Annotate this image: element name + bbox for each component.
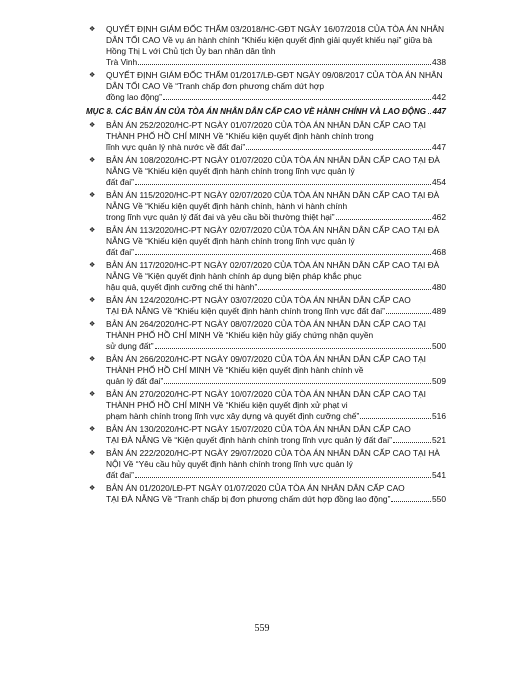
toc-entry[interactable] <box>88 70 446 103</box>
leader-dots <box>155 347 432 349</box>
entry-text: BẢN ÁN 130/2020/HC-PT NGÀY 15/07/2020 CỦA TÒA ÁN NHÂN DÂN CẤP CAO <box>106 424 411 434</box>
entry-page-number: 516 <box>432 411 446 421</box>
entry-text: BẢN ÁN 113/2020/HC-PT NGÀY 02/07/2020 CỦA TÒA ÁN NHÂN DÂN CẤP CAO TẠI ĐÀ NẴNG Về “Khiếu kiện quyết định hành chính trong lĩnh vực quản lý <box>106 225 440 246</box>
diamond-bullet-icon: ❖ <box>89 262 96 269</box>
section-heading[interactable] <box>86 106 446 117</box>
entry-last-line <box>106 177 446 188</box>
entry-text-end: TẠI ĐÀ NẴNG Về “Khiếu kiện quyết định hành chính trong lĩnh vực đất đai” <box>106 306 385 316</box>
diamond-bullet-icon: ❖ <box>89 485 96 492</box>
entry-text-end: hậu quả, quyết định cưỡng chế thi hành” <box>106 282 258 292</box>
entry-last-line <box>106 142 446 153</box>
section-page: 447 <box>432 107 446 116</box>
entry-text-end: sử dụng đất” <box>106 341 154 351</box>
toc-entry[interactable] <box>88 448 446 481</box>
leader-dots <box>428 112 431 114</box>
entry-page-number: 447 <box>432 142 446 152</box>
entry-last-line <box>106 282 446 293</box>
entry-text-end: đất đai” <box>106 247 134 257</box>
leader-dots <box>336 218 431 220</box>
entry-page-number: 509 <box>432 376 446 386</box>
entry-text-end: phạm hành chính trong lĩnh vực xây dựng và quyết định cưỡng chế” <box>106 411 360 421</box>
toc-entry[interactable] <box>88 24 446 68</box>
diamond-bullet-icon: ❖ <box>89 356 96 363</box>
section-title: MỤC 8. CÁC BẢN ÁN CỦA TÒA ÁN NHÂN DÂN CẤP CAO VỀ HÀNH CHÍNH VÀ LAO ĐỘNG <box>86 107 426 116</box>
entry-page-number: 489 <box>432 306 446 316</box>
diamond-bullet-icon: ❖ <box>89 192 96 199</box>
toc-entry[interactable] <box>88 389 446 422</box>
entry-last-line <box>106 376 446 387</box>
entry-text-end: đất đai” <box>106 470 134 480</box>
entry-last-line <box>106 212 446 223</box>
leader-dots <box>135 183 431 185</box>
entry-text: BẢN ÁN 266/2020/HC-PT NGÀY 09/07/2020 CỦA TÒA ÁN NHÂN DÂN CẤP CAO TẠI THÀNH PHỐ HỒ CHÍ MINH Về “Khiếu kiện quyết định hành chính về <box>106 354 426 375</box>
entry-page-number: 468 <box>432 247 446 257</box>
entry-text: BẢN ÁN 124/2020/HC-PT NGÀY 03/07/2020 CỦA TÒA ÁN NHÂN DÂN CẤP CAO <box>106 295 411 305</box>
diamond-bullet-icon: ❖ <box>89 426 96 433</box>
entry-text: BẢN ÁN 108/2020/HC-PT NGÀY 01/07/2020 CỦA TÒA ÁN NHÂN DÂN CẤP CAO TẠI ĐÀ NẴNG Về “Khiếu kiện quyết định hành chính trong lĩnh vực quản lý <box>106 155 440 176</box>
entry-last-line <box>106 92 446 103</box>
diamond-bullet-icon: ❖ <box>89 297 96 304</box>
entry-text-end: lĩnh vực quản lý nhà nước về đất đai” <box>106 142 246 152</box>
entry-text-end: đất đai” <box>106 177 134 187</box>
table-of-contents <box>88 24 446 507</box>
page-number: 559 <box>254 623 270 634</box>
diamond-bullet-icon: ❖ <box>89 391 96 398</box>
leader-dots <box>135 253 431 255</box>
entry-page-number: 442 <box>432 92 446 102</box>
entry-text-end: trong lĩnh vực quản lý đất đai và yêu cầu bồi thường thiệt hại” <box>106 212 335 222</box>
toc-entry[interactable] <box>88 354 446 387</box>
entry-last-line <box>106 494 446 505</box>
entry-last-line <box>106 470 446 481</box>
leader-dots <box>135 476 431 478</box>
leader-dots <box>246 148 431 150</box>
toc-entry[interactable] <box>88 424 446 446</box>
leader-dots <box>393 441 431 443</box>
entry-page-number: 438 <box>432 57 446 67</box>
entry-text: BẢN ÁN 264/2020/HC-PT NGÀY 08/07/2020 CỦA TÒA ÁN NHÂN DÂN CẤP CAO TẠI THÀNH PHỐ HỒ CHÍ MINH Về “Khiếu kiện hủy giấy chứng nhận quyền <box>106 319 426 340</box>
entry-text: BẢN ÁN 270/2020/HC-PT NGÀY 10/07/2020 CỦA TÒA ÁN NHÂN DÂN CẤP CAO TẠI THÀNH PHỐ HỒ CHÍ MINH Về “Khiếu kiện quyết định xử phạt vi <box>106 389 426 410</box>
leader-dots <box>163 98 431 100</box>
toc-entry[interactable] <box>88 155 446 188</box>
toc-entry[interactable] <box>88 295 446 317</box>
entry-text: QUYẾT ĐỊNH GIÁM ĐỐC THẨM 01/2017/LĐ-GĐT NGÀY 09/08/2017 CỦA TÒA ÁN NHÂN DÂN TỐI CAO Về “Tranh chấp đơn phương chấm dứt hợp <box>106 70 443 91</box>
toc-entry[interactable] <box>88 190 446 223</box>
leader-dots <box>386 312 431 314</box>
entry-page-number: 462 <box>432 212 446 222</box>
entry-text-end: Trà Vinh <box>106 57 138 67</box>
leader-dots <box>391 500 431 502</box>
entry-text: BẢN ÁN 222/2020/HC-PT NGÀY 29/07/2020 CỦA TÒA ÁN NHÂN DÂN CẤP CAO TẠI HÀ NỘI Về “Yêu cầu hủy quyết định hành chính trong lĩnh vực quản lý <box>106 448 440 469</box>
entry-last-line <box>106 306 446 317</box>
leader-dots <box>138 63 431 65</box>
entry-last-line <box>106 411 446 422</box>
entry-page-number: 541 <box>432 470 446 480</box>
diamond-bullet-icon: ❖ <box>89 227 96 234</box>
diamond-bullet-icon: ❖ <box>89 72 96 79</box>
entry-page-number: 550 <box>432 494 446 504</box>
entry-text-end: TẠI ĐÀ NẴNG Về “Tranh chấp bị đơn phương chấm dứt hợp đồng lao động” <box>106 494 391 504</box>
entry-text-end: quản lý đất đai” <box>106 376 164 386</box>
toc-entry[interactable] <box>88 225 446 258</box>
diamond-bullet-icon: ❖ <box>89 450 96 457</box>
leader-dots <box>258 288 431 290</box>
entry-text: BẢN ÁN 252/2020/HC-PT NGÀY 01/07/2020 CỦA TÒA ÁN NHÂN DÂN CẤP CAO TẠI THÀNH PHỐ HỒ CHÍ MINH Về “Khiếu kiện quyết định hành chính trong <box>106 120 426 141</box>
toc-entry[interactable] <box>88 319 446 352</box>
entry-text: BẢN ÁN 01/2020/LĐ-PT NGÀY 01/07/2020 CỦA TÒA ÁN NHÂN DÂN CẤP CAO <box>106 483 405 493</box>
toc-entry[interactable] <box>88 120 446 153</box>
entry-page-number: 500 <box>432 341 446 351</box>
leader-dots <box>164 382 431 384</box>
entry-last-line <box>106 57 446 68</box>
leader-dots <box>360 417 431 419</box>
entry-text: BẢN ÁN 117/2020/HC-PT NGÀY 02/07/2020 CỦA TÒA ÁN NHÂN DÂN CẤP CAO TẠI ĐÀ NẴNG Về “Kiện quyết định hành chính áp dụng biện pháp khắc phục <box>106 260 440 281</box>
entry-last-line <box>106 247 446 258</box>
entry-text-end: TẠI ĐÀ NẴNG Về “Kiện quyết định hành chính trong lĩnh vực quản lý đất đai” <box>106 435 392 445</box>
toc-entry[interactable] <box>88 483 446 505</box>
entry-text-end: đồng lao động” <box>106 92 162 102</box>
entry-last-line <box>106 435 446 446</box>
entries-after <box>88 120 446 505</box>
entry-page-number: 480 <box>432 282 446 292</box>
diamond-bullet-icon: ❖ <box>89 122 96 129</box>
entry-text: BẢN ÁN 115/2020/HC-PT NGÀY 02/07/2020 CỦA TÒA ÁN NHÂN DÂN CẤP CAO TẠI ĐÀ NẴNG Về “Khiếu kiện quyết định hành chính, hành vi hành chính <box>106 190 440 211</box>
entry-page-number: 454 <box>432 177 446 187</box>
diamond-bullet-icon: ❖ <box>89 157 96 164</box>
entry-page-number: 521 <box>432 435 446 445</box>
toc-entry[interactable] <box>88 260 446 293</box>
diamond-bullet-icon: ❖ <box>89 321 96 328</box>
entry-text: QUYẾT ĐỊNH GIÁM ĐỐC THẨM 03/2018/HC-GĐT NGÀY 16/07/2018 CỦA TÒA ÁN NHÂN DÂN TỐI CAO Về vụ án hành chính “Khiếu kiện quyết định giải quyết khiếu nại” giữa bà Hồng Thị L với Chủ tịch Ủy ban nhân dân tỉnh <box>106 24 445 56</box>
entries-before <box>88 24 446 103</box>
entry-last-line <box>106 341 446 352</box>
diamond-bullet-icon: ❖ <box>89 26 96 33</box>
